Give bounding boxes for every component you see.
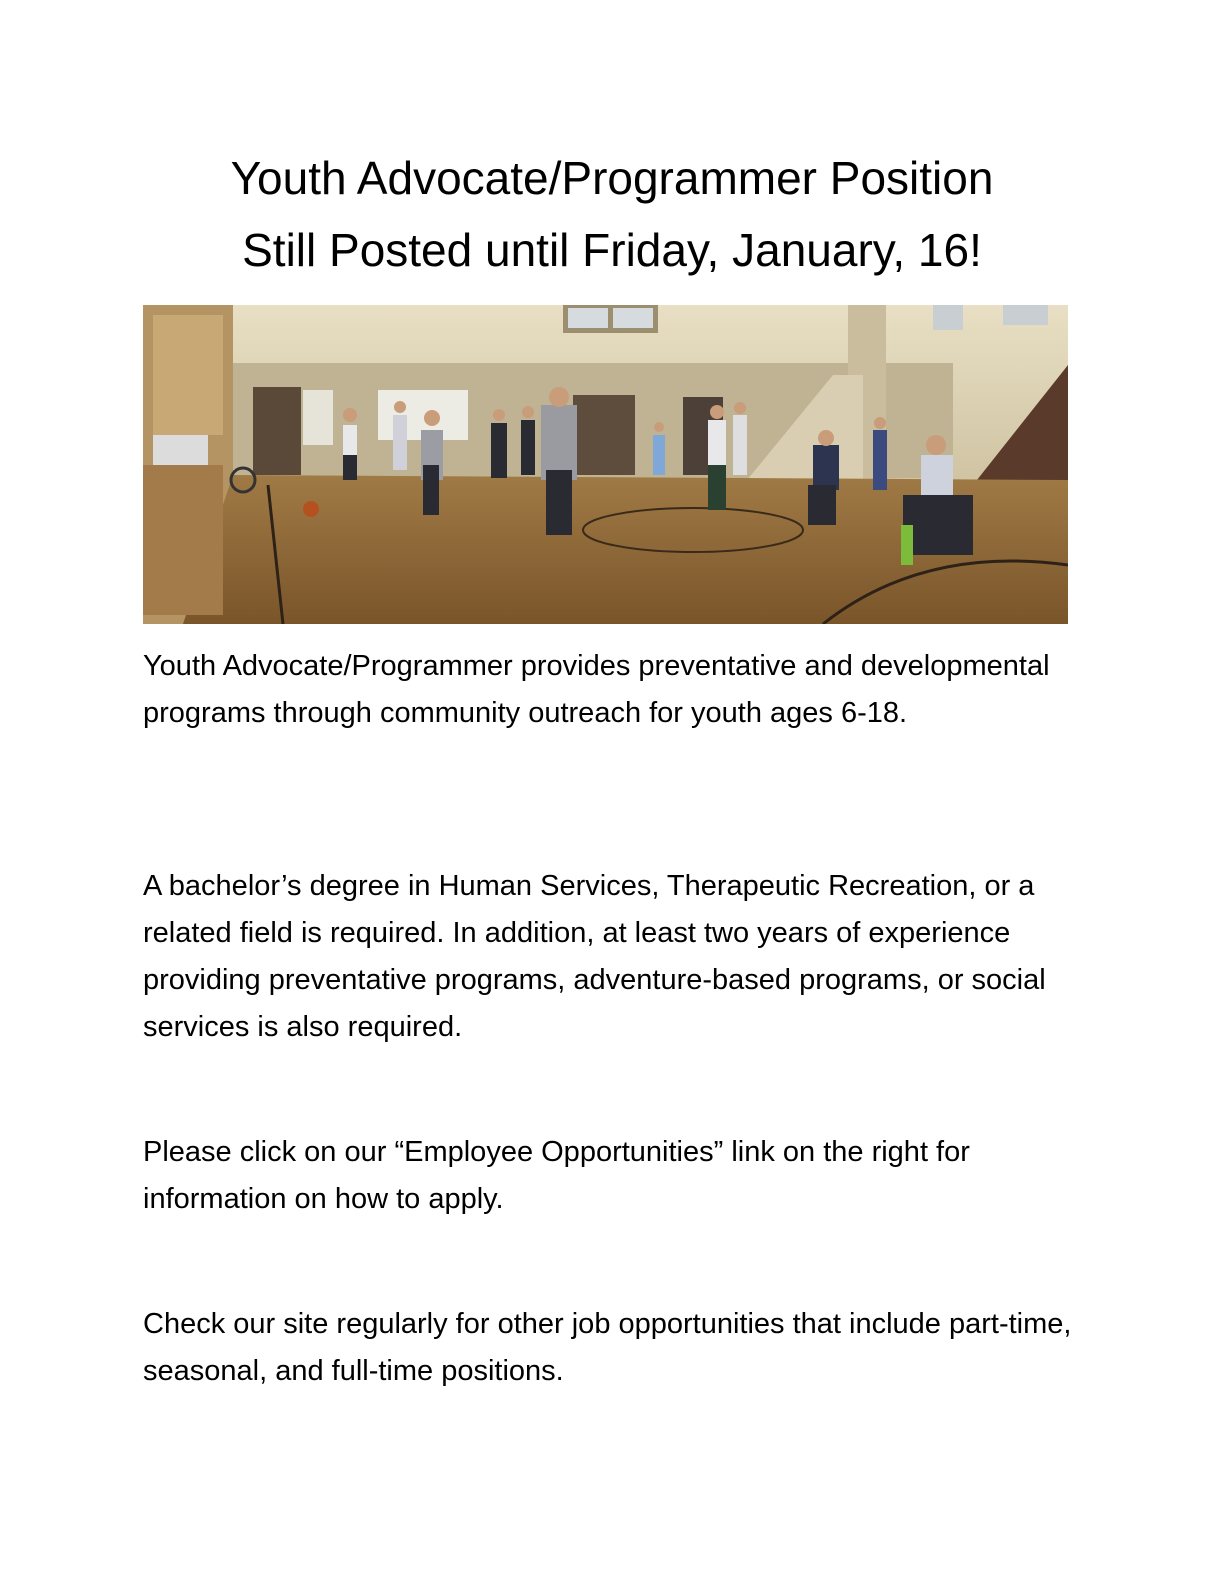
other-jobs-paragraph: Check our site regularly for other job opportunities that include part-time, seasonal, and full-time positions. [143, 1308, 1072, 1387]
title-line-2: Still Posted until Friday, January, 16! [242, 224, 982, 276]
title-line-1: Youth Advocate/Programmer Position [230, 152, 994, 204]
requirements-paragraph: A bachelor’s degree in Human Services, Therapeutic Recreation, or a related field is required. In addition, at least two years of experience providing preventative programs, adventure-based programs, or social services is also required. [143, 870, 1046, 1043]
description-paragraph: Youth Advocate/Programmer provides preventative and developmental programs through community outreach for youth ages 6-18. [143, 650, 1050, 729]
gym-photo [143, 305, 1068, 624]
apply-paragraph: Please click on our “Employee Opportunities” link on the right for information on how to apply. [143, 1136, 970, 1215]
gym-photo-illustration [143, 305, 1068, 624]
page-title [0, 142, 1224, 286]
